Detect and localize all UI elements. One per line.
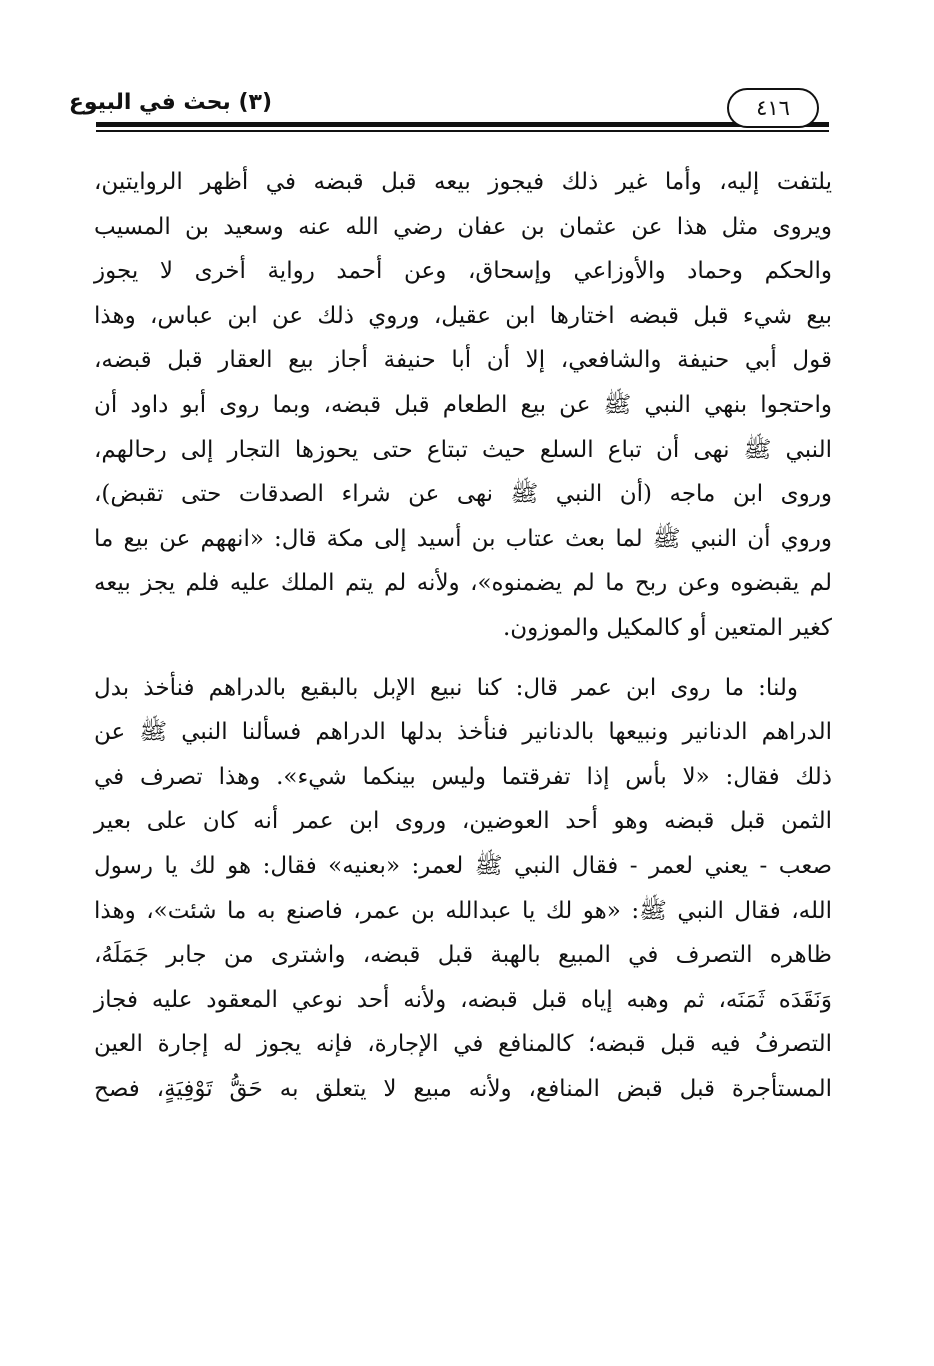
text-line: والحكم وحماد والأوزاعي وإسحاق، وعن أحمد رواية أخرى لا يجوز — [94, 258, 832, 285]
paragraph-1 — [94, 160, 832, 651]
text-line: قول أبي حنيفة والشافعي، إلا أن أبا حنيفة أجاز بيع العقار قبل قبضه، — [94, 347, 832, 374]
text-line: الله، فقال النبي ﷺ: «هو لك يا عبدالله بن عمر، فاصنع به ما شئت»، وهذا — [94, 897, 832, 924]
text-line: وَنَقَدَه ثَمَنَه، ثم وهبه إياه قبل قبضه، ولأنه أحد نوعي المعقود عليه فجاز — [94, 986, 832, 1013]
body-text — [94, 160, 832, 1111]
text-line: يلتفت إليه، وأما غير ذلك فيجوز بيعه قبل قبضه في أظهر الروايتين، — [94, 169, 832, 195]
text-line: ذلك فقال: «لا بأس إذا تفرقتما وليس بينكما شيء». وهذا تصرف في — [94, 763, 832, 790]
text-line: المستأجرة قبل قبض المنافع، ولأنه مبيع لا يتعلق به حَقُّ تَوْفِيَةٍ، فصح — [94, 1075, 832, 1102]
text-line: كغير المتعين أو كالمكيل والموزون. — [502, 614, 832, 641]
header-rule-thick — [96, 122, 829, 127]
paragraph-2 — [94, 666, 832, 1112]
header-rule-thin — [96, 130, 829, 132]
text-line: وروى ابن ماجه (أن النبي ﷺ نهى عن شراء الصدقات حتى تقبض)، — [94, 481, 832, 508]
text-line: ولنا: ما روى ابن عمر قال: كنا نبيع الإبل بالبقيع بالدراهم فنأخذ بدل — [94, 674, 798, 701]
text-line: لم يقبضوه وعن ربح ما لم يضمنوه»، ولأنه لم يتم الملك عليه فلم يجز بيعه — [94, 570, 832, 597]
text-line: وروي أن النبي ﷺ لما بعث عتاب بن أسيد إلى مكة قال: «انههم عن بيع ما — [94, 525, 832, 552]
text-line: التصرفُ فيه قبل قبضه؛ كالمنافع في الإجارة، فإنه يجوز له إجارة العين — [94, 1031, 832, 1058]
text-line: بيع شيء قبل قبضه اختارها ابن عقيل، وروي ذلك عن ابن عباس، وهذا — [94, 302, 832, 329]
text-line: صعب - يعني لعمر - فقال النبي ﷺ لعمر: «بعنيه» فقال: هو لك يا رسول — [94, 852, 832, 879]
text-line: واحتجوا بنهي النبي ﷺ عن بيع الطعام قبل قبضه، وبما روى أبو داود أن — [94, 391, 832, 418]
running-header-title: (٣) بحث في البيوع — [68, 90, 272, 115]
text-line: النبي ﷺ نهى أن تباع السلع حيث تبتاع حتى يحوزها التجار إلى رحالهم، — [94, 436, 832, 463]
page-number: ٤١٦ — [727, 88, 819, 128]
text-line: الدراهم الدنانير ونبيعها بالدنانير فنأخذ بدلها الدراهم فسألنا النبي ﷺ عن — [94, 719, 832, 746]
text-line: ويروى مثل هذا عن عثمان بن عفان رضي الله عنه وسعيد بن المسيب — [94, 213, 832, 240]
text-line: ظاهره التصرف في المبيع بالهبة قبل قبضه، واشترى من جابر جَمَلَهُ، — [94, 942, 832, 969]
text-line: الثمن قبل قبضه وهو أحد العوضين، وروى ابن عمر أنه كان على بعير — [94, 808, 832, 835]
